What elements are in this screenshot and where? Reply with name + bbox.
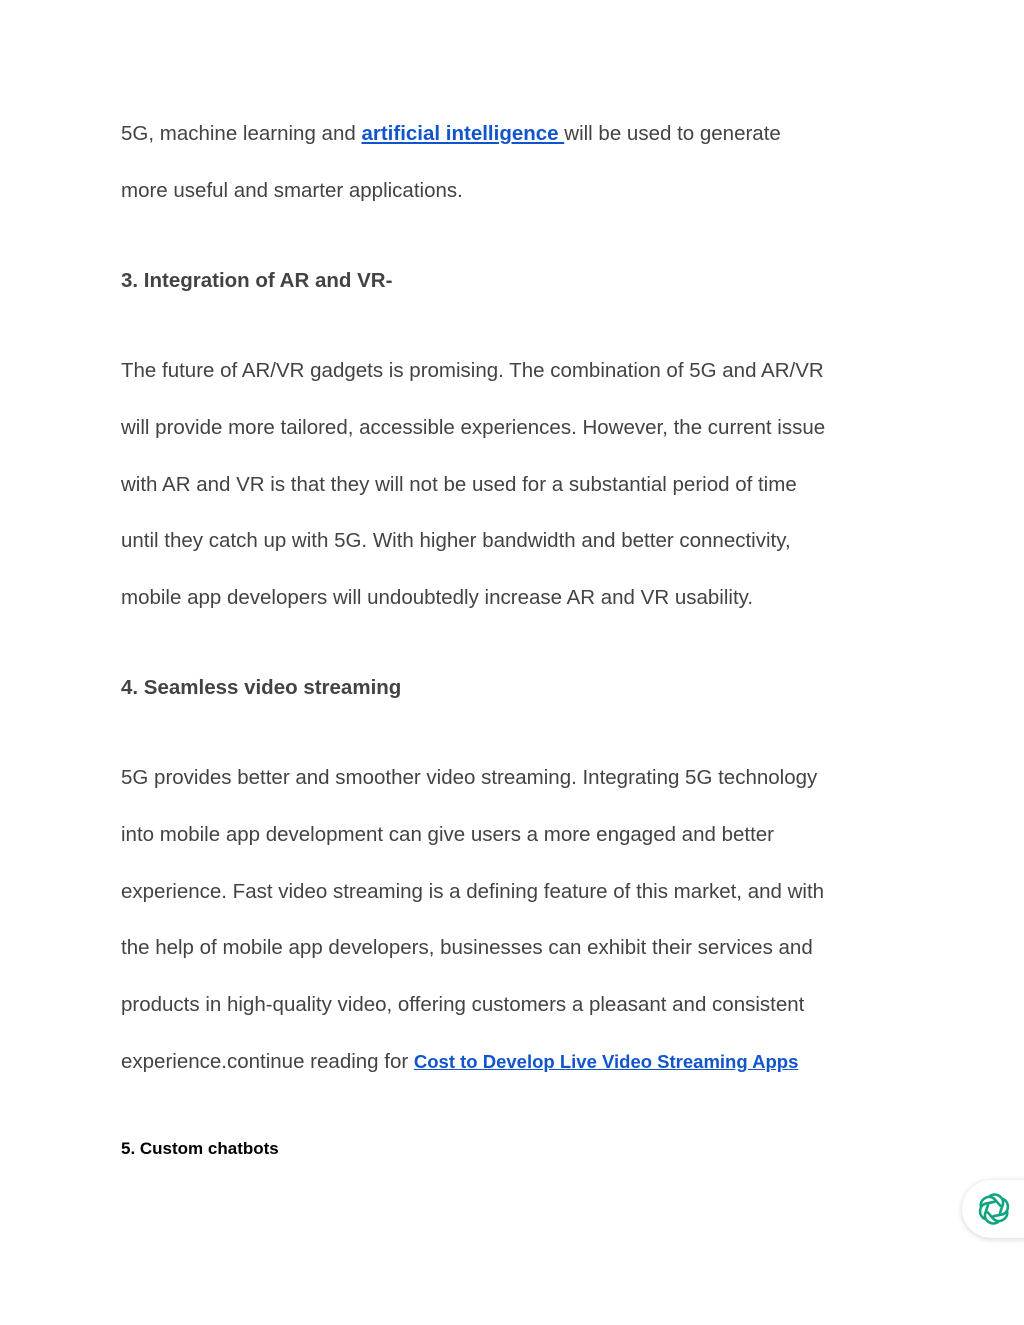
paragraph-line: until they catch up with 5G. With higher bandwidth and better connectivity, bbox=[121, 529, 791, 552]
section-heading-custom-chatbots: 5. Custom chatbots bbox=[121, 1139, 279, 1158]
text-span: experience.continue reading for bbox=[121, 1050, 414, 1073]
paragraph-line: The future of AR/VR gadgets is promising. The combination of 5G and AR/VR bbox=[121, 359, 824, 382]
paragraph-line: experience. Fast video streaming is a defining feature of this market, and with bbox=[121, 880, 825, 903]
paragraph-line: more useful and smarter applications. bbox=[121, 179, 463, 202]
paragraph-line: mobile app developers will undoubtedly increase AR and VR usability. bbox=[121, 586, 754, 609]
ai-assistant-icon bbox=[974, 1189, 1014, 1229]
text-span: will be used to generate bbox=[564, 122, 781, 145]
section-heading-ar-vr: 3. Integration of AR and VR- bbox=[121, 269, 393, 292]
paragraph-line: with AR and VR is that they will not be used for a substantial period of time bbox=[121, 473, 797, 496]
text-span: 5G, machine learning and bbox=[121, 122, 362, 145]
paragraph-line: 5G provides better and smoother video streaming. Integrating 5G technology bbox=[121, 766, 818, 789]
paragraph-line: the help of mobile app developers, businesses can exhibit their services and bbox=[121, 936, 813, 959]
cost-video-streaming-apps-link[interactable]: Cost to Develop Live Video Streaming Apps bbox=[413, 1051, 799, 1072]
paragraph-line: products in high-quality video, offering customers a pleasant and consistent bbox=[121, 993, 805, 1016]
paragraph-line bbox=[121, 1050, 798, 1074]
paragraph-line: will provide more tailored, accessible experiences. However, the current issue bbox=[121, 416, 826, 439]
ai-assistant-button[interactable] bbox=[962, 1180, 1024, 1238]
paragraph-line: into mobile app development can give users a more engaged and better bbox=[121, 823, 775, 846]
section-heading-video-streaming: 4. Seamless video streaming bbox=[121, 676, 402, 699]
paragraph-line bbox=[121, 122, 781, 146]
artificial-intelligence-link[interactable]: artificial intelligence bbox=[361, 122, 565, 145]
